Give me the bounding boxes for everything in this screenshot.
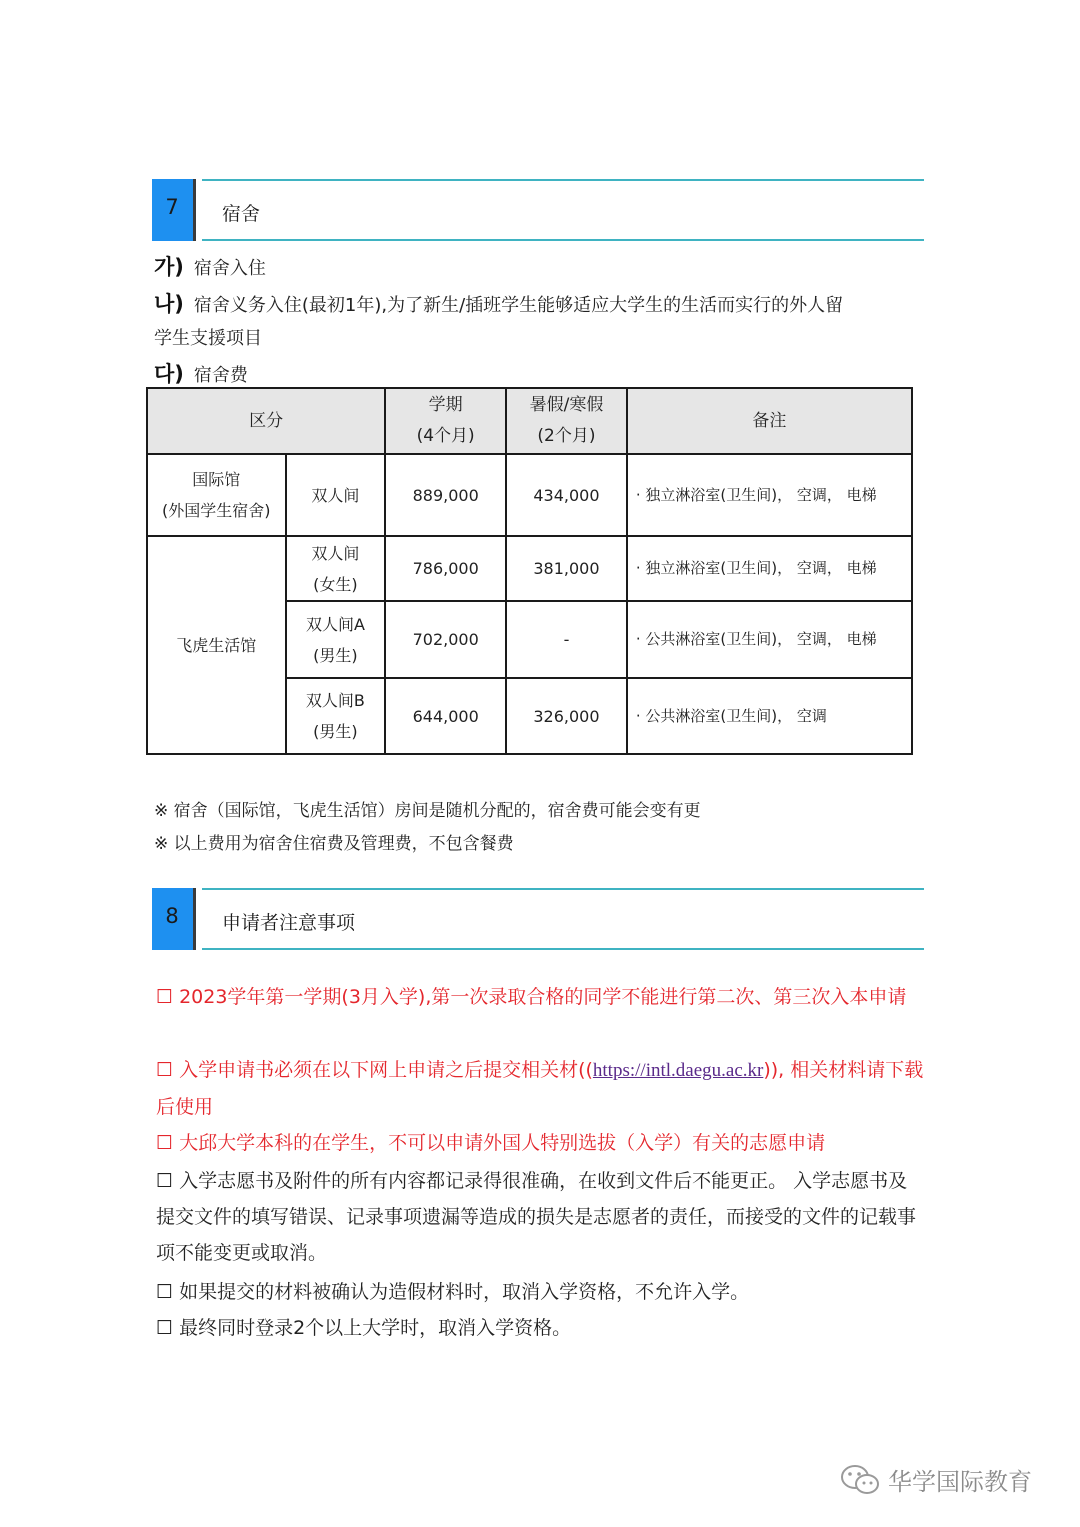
room-name: 双人间B [305, 691, 365, 710]
header-semester-sub: (4个月) [416, 426, 475, 446]
table-row [147, 454, 912, 536]
building-cell [147, 454, 286, 536]
application-link[interactable]: https://intl.daegu.ac.kr [592, 1060, 764, 1081]
wechat-icon [840, 1464, 880, 1496]
sub-item-da [154, 358, 248, 388]
building-cell: 飞虎生活馆 [147, 536, 286, 754]
sub-item-mark: 나) [154, 292, 184, 316]
room-name: 双人间 [311, 543, 360, 563]
room-name: 双人间A [305, 614, 365, 634]
sub-item-mark: 다) [154, 362, 184, 386]
header-top-rule [202, 888, 924, 890]
semester-fee-cell: 702,000 [385, 601, 506, 678]
table-header-row [147, 388, 912, 454]
section-number: 8 [165, 904, 179, 928]
header-top-rule [202, 179, 924, 181]
building-sub: (外国学生宿舍) [162, 501, 271, 520]
header-note: 备注 [627, 388, 912, 454]
header-category: 区分 [147, 388, 385, 454]
header-bottom-rule [202, 239, 924, 241]
note-cell: · 公共淋浴室(卫生间)， 空调 [627, 678, 912, 754]
sub-item-text: 宿舍义务入住(最初1年),为了新生/插班学生能够适应大学生的生活而实行的外人留 [193, 295, 844, 316]
remark-1: ※ 宿舍（国际馆，飞虎生活馆）房间是随机分配的，宿舍费可能会变有更 [154, 801, 701, 821]
room-cell [286, 678, 386, 754]
room-sub: (男生) [313, 722, 358, 741]
sub-item-text: 宿舍费 [193, 365, 248, 386]
notice-item-6: ☐ 最终同时登录2个以上大学时，取消入学资格。 [156, 1317, 572, 1339]
notice-text: ☐ 入学申请书必须在以下网上申请之后提交相关材(( [156, 1059, 593, 1081]
section-8-header [152, 888, 924, 950]
semester-fee-cell: 644,000 [385, 678, 506, 754]
section-title: 宿舍 [222, 203, 261, 225]
remark-2: ※ 以上费用为宿舍住宿费及管理费，不包含餐费 [154, 834, 514, 854]
header-vacation [506, 388, 627, 454]
sub-item-na-continued: 学生支援项目 [154, 328, 262, 349]
notice-text: )), 相关材料请下载后使用 [156, 1059, 924, 1118]
watermark-text: 华学国际教育 [888, 1468, 1032, 1496]
vacation-fee-cell: 326,000 [506, 678, 627, 754]
note-cell: · 公共淋浴室(卫生间)， 空调， 电梯 [627, 601, 912, 678]
room-cell [286, 536, 386, 601]
note-cell: · 独立淋浴室(卫生间)， 空调， 电梯 [627, 536, 912, 601]
section-number-box [152, 179, 196, 241]
notice-item-1: ☐ 2023学年第一学期(3月入学),第一次录取合格的同学不能进行第二次、第三次入本申请 [156, 986, 907, 1008]
header-semester [385, 388, 506, 454]
table-row [147, 536, 912, 601]
sub-item-mark: 가) [154, 255, 184, 279]
section-7-header [152, 179, 924, 241]
notice-item-4: ☐ 入学志愿书及附件的所有内容都记录得很准确，在收到文件后不能更正。 入学志愿书及提交文件的填写错误、记录事项遗漏等造成的损失是志愿者的责任，而接受的文件的记载事项不能变更或取消。 [156, 1170, 917, 1264]
section-number: 7 [165, 195, 179, 219]
header-semester-label: 学期 [428, 395, 463, 415]
section-title: 申请者注意事项 [222, 912, 356, 934]
notice-item-3: ☐ 大邱大学本科的在学生，不可以申请外国人特别选拔（入学）有关的志愿申请 [156, 1132, 826, 1154]
section-number-box [152, 888, 196, 950]
notice-item-5: ☐ 如果提交的材料被确认为造假材料时，取消入学资格，不允许入学。 [156, 1281, 750, 1303]
semester-fee-cell: 786,000 [385, 536, 506, 601]
room-cell [286, 601, 386, 678]
vacation-fee-cell: - [506, 601, 627, 678]
semester-fee-cell: 889,000 [385, 454, 506, 536]
room-sub: (女生) [313, 574, 358, 594]
notice-item-2 [156, 1052, 926, 1125]
sub-item-text: 宿舍入住 [193, 258, 266, 279]
header-bottom-rule [202, 948, 924, 950]
note-cell: · 独立淋浴室(卫生间)， 空调， 电梯 [627, 454, 912, 536]
watermark [840, 1462, 1032, 1497]
building-name: 国际馆 [192, 470, 241, 489]
room-cell: 双人间 [286, 454, 386, 536]
header-vacation-label: 暑假/寒假 [529, 395, 604, 415]
sub-item-ga [154, 251, 266, 281]
dormitory-fee-table [146, 387, 913, 755]
sub-item-na [154, 288, 843, 318]
vacation-fee-cell: 434,000 [506, 454, 627, 536]
header-vacation-sub: (2个月) [537, 426, 596, 446]
vacation-fee-cell: 381,000 [506, 536, 627, 601]
room-sub: (男生) [313, 645, 358, 665]
